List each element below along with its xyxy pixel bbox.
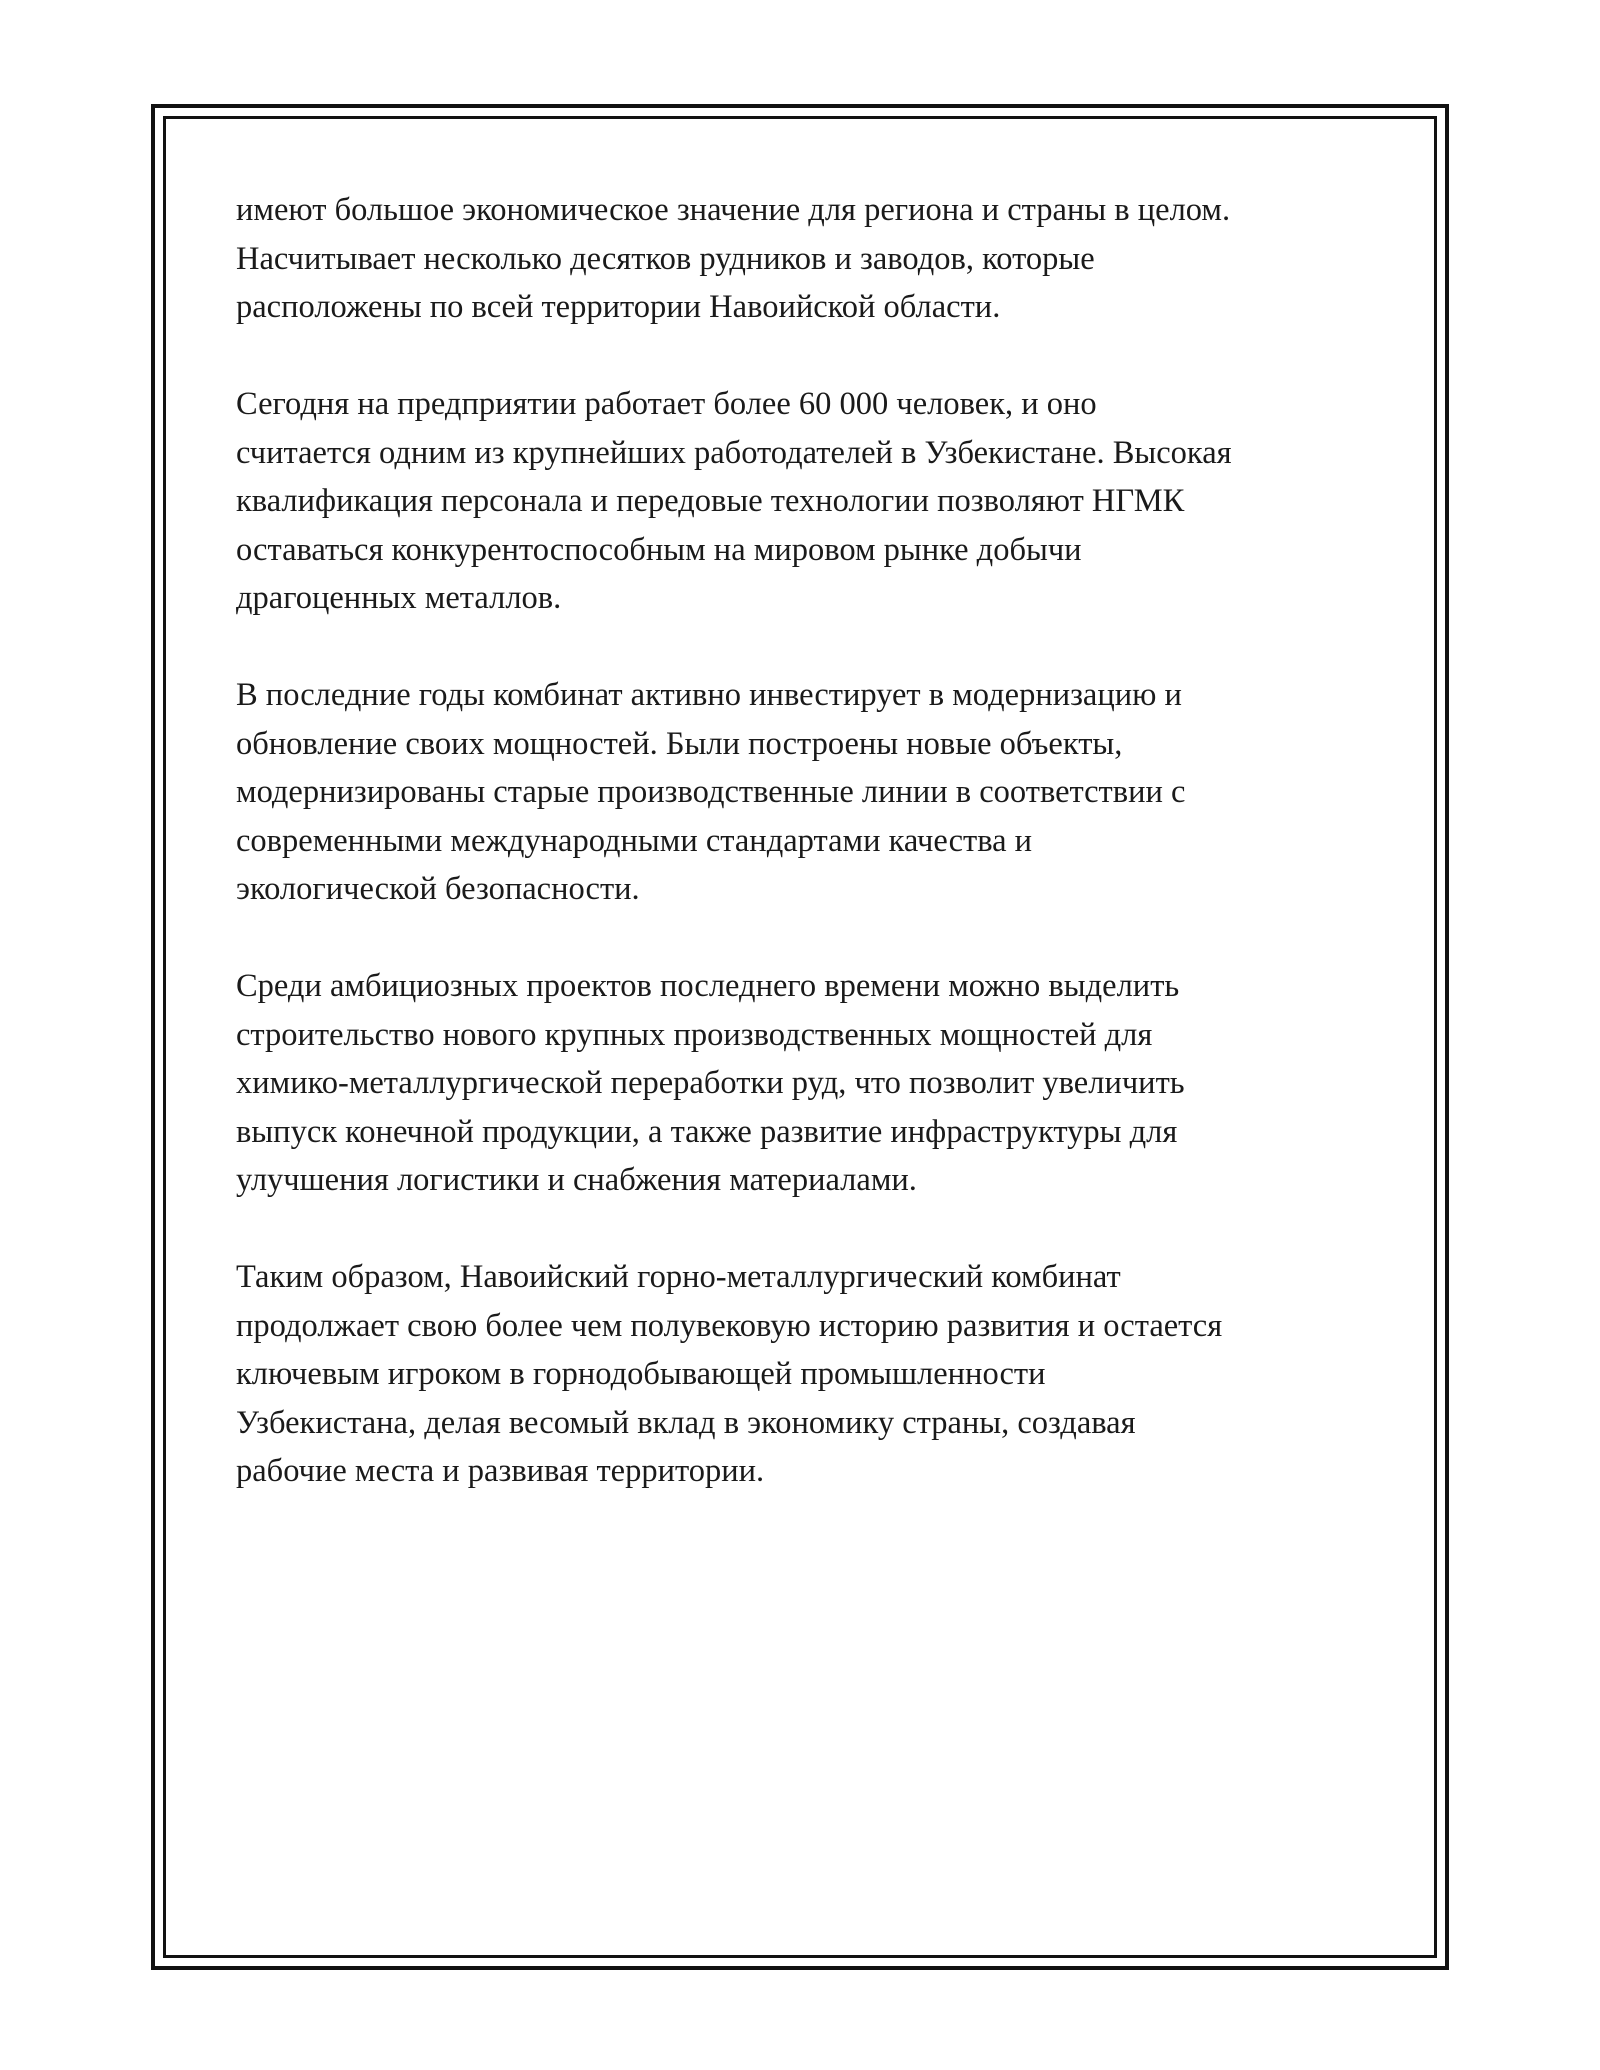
text-line: химико-металлургической переработки руд, что позволит увеличить — [236, 1065, 1185, 1101]
paragraph — [236, 1253, 1386, 1496]
text-line: экологической безопасности. — [236, 871, 640, 907]
text-line: оставаться конкурентоспособным на мировом рынке добычи — [236, 531, 1082, 568]
paragraph — [236, 962, 1386, 1205]
text-line: имеют большое экономическое значение для региона и страны в целом. — [236, 192, 1231, 228]
text-line: Узбекистана, делая весомый вклад в экономику страны, создавая — [236, 1404, 1136, 1441]
text-line: выпуск конечной продукции, а также развитие инфраструктуры для — [236, 1113, 1178, 1150]
document-body — [236, 186, 1386, 1544]
text-line: считается одним из крупнейших работодателей в Узбекистане. Высокая — [236, 434, 1232, 471]
text-line: модернизированы старые производственные линии в соответствии с — [236, 774, 1186, 810]
text-line: Сегодня на предприятии работает более 60 000 человек, и оно — [236, 386, 1097, 422]
text-line: улучшения логистики и снабжения материалами. — [236, 1162, 917, 1198]
paragraph — [236, 671, 1386, 914]
text-line: рабочие места и развивая территории. — [236, 1453, 765, 1489]
text-line: строительство нового крупных производственных мощностей для — [236, 1016, 1153, 1053]
paragraph — [236, 380, 1386, 623]
text-line: обновление своих мощностей. Были построены новые объекты, — [236, 725, 1123, 762]
text-line: драгоценных металлов. — [236, 580, 562, 616]
text-line: расположены по всей территории Навоийской области. — [236, 289, 1001, 325]
text-line: продолжает свою более чем полувековую историю развития и остается — [236, 1307, 1223, 1344]
text-line: современными международными стандартами качества и — [236, 822, 1033, 859]
text-line: Среди амбициозных проектов последнего времени можно выделить — [236, 968, 1180, 1004]
text-line: Насчитывает несколько десятков рудников и заводов, которые — [236, 240, 1095, 277]
paragraph — [236, 186, 1386, 332]
text-line: В последние годы комбинат активно инвестирует в модернизацию и — [236, 677, 1182, 713]
text-line: ключевым игроком в горнодобывающей промышленности — [236, 1356, 1046, 1392]
text-line: Таким образом, Навоийский горно-металлургический комбинат — [236, 1259, 1121, 1295]
text-line: квалификация персонала и передовые технологии позволяют НГМК — [236, 483, 1185, 519]
